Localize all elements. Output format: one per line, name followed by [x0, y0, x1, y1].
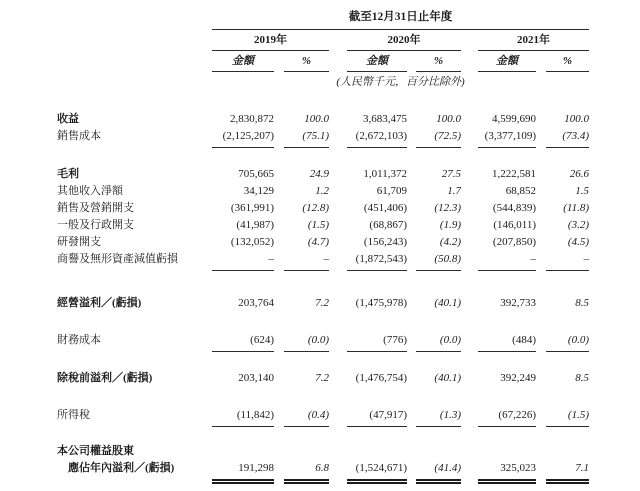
row-label: 銷售及營銷開支	[57, 202, 134, 214]
amount-cell: (1,872,543)	[347, 251, 407, 271]
percent-cell: (4.7)	[307, 236, 329, 248]
subheader-row	[212, 53, 640, 72]
percent-cell: (75.1)	[284, 128, 329, 148]
percent-cell: (1.5)	[546, 407, 589, 427]
table-row	[57, 111, 640, 128]
table-row	[57, 128, 640, 148]
percent-cell: 24.9	[309, 168, 329, 180]
percent-cell: 8.5	[575, 297, 589, 309]
percent-cell: 100.0	[304, 113, 329, 125]
row-label: 所得稅	[57, 409, 90, 421]
amount-cell: 61,709	[376, 185, 407, 197]
table-row	[57, 407, 640, 427]
amount-cell: 1,222,581	[492, 168, 536, 180]
column-header-amount: 金額	[478, 53, 536, 72]
amount-cell: 392,249	[500, 372, 536, 384]
amount-cell: 3,683,475	[363, 113, 407, 125]
percent-cell	[546, 443, 589, 460]
percent-cell: 1.2	[315, 185, 329, 197]
year-header-row	[212, 34, 640, 51]
amount-cell: (1,475,978)	[355, 297, 407, 309]
percent-cell: (0.0)	[546, 332, 589, 352]
row-label: 毛利	[57, 168, 79, 180]
percent-cell: (41.4)	[416, 460, 461, 484]
percent-cell: (50.8)	[416, 251, 461, 271]
percent-cell: (0.0)	[416, 332, 461, 352]
percent-cell: –	[546, 251, 589, 271]
percent-cell: 27.5	[441, 168, 461, 180]
table-row	[57, 332, 640, 352]
year-header: 2021年	[478, 34, 589, 51]
percent-cell: 7.2	[315, 372, 329, 384]
percent-cell: (12.8)	[302, 202, 329, 214]
percent-cell: 1.7	[447, 185, 461, 197]
amount-cell: (3,377,109)	[478, 128, 536, 148]
percent-cell: 100.0	[564, 113, 589, 125]
year-header: 2019年	[212, 34, 329, 51]
row-label: 本公司權益股東	[57, 445, 134, 457]
row-label: 一般及行政開支	[57, 219, 134, 231]
amount-cell: (361,991)	[230, 202, 274, 214]
table-row	[57, 370, 640, 387]
year-header: 2020年	[347, 34, 461, 51]
percent-cell: 7.2	[315, 297, 329, 309]
row-label: 研發開支	[57, 236, 101, 248]
percent-cell: 26.6	[569, 168, 589, 180]
amount-cell: (11,842)	[212, 407, 274, 427]
column-header-percent: %	[416, 53, 461, 72]
table-row	[57, 234, 640, 251]
row-label: 收益	[57, 113, 79, 125]
percent-cell: (3.2)	[567, 219, 589, 231]
percent-cell: (12.3)	[434, 202, 461, 214]
amount-cell: (544,839)	[492, 202, 536, 214]
column-header-amount: 金額	[212, 53, 274, 72]
table-row	[57, 443, 640, 460]
table-row	[57, 217, 640, 234]
percent-cell	[416, 443, 461, 460]
amount-cell: (41,987)	[236, 219, 274, 231]
table-row	[57, 251, 640, 271]
percent-cell: (40.1)	[434, 297, 461, 309]
amount-cell: 34,129	[243, 185, 274, 197]
percent-cell: 8.5	[575, 372, 589, 384]
amount-cell: –	[212, 251, 274, 271]
column-header-percent: %	[546, 53, 589, 72]
row-label: 除稅前溢利／(虧損)	[57, 372, 153, 384]
amount-cell: 2,830,872	[230, 113, 274, 125]
percent-cell: (40.1)	[434, 372, 461, 384]
table-row	[57, 200, 640, 217]
currency-unit-note: (人民幣千元，百分比除外)	[336, 76, 465, 88]
percent-cell: –	[284, 251, 329, 271]
row-label: 經營溢利／(虧損)	[57, 297, 142, 309]
amount-cell: 191,298	[212, 460, 274, 484]
amount-cell: (67,226)	[478, 407, 536, 427]
amount-cell: (132,052)	[230, 236, 274, 248]
amount-cell: (2,125,207)	[212, 128, 274, 148]
amount-cell: (451,406)	[363, 202, 407, 214]
table-row	[57, 295, 640, 312]
amount-cell: 203,140	[238, 372, 274, 384]
amount-cell: 325,023	[478, 460, 536, 484]
amount-cell: (1,524,671)	[347, 460, 407, 484]
table-row	[57, 183, 640, 200]
amount-cell: (146,011)	[493, 219, 536, 231]
amount-cell: (207,850)	[492, 236, 536, 248]
percent-cell: 1.5	[575, 185, 589, 197]
percent-cell: (11.8)	[563, 202, 589, 214]
percent-cell: (73.4)	[546, 128, 589, 148]
amount-cell: 705,665	[238, 168, 274, 180]
amount-cell: –	[478, 251, 536, 271]
row-label: 商譽及無形資產減值虧損	[57, 253, 178, 265]
percent-cell: (0.0)	[284, 332, 329, 352]
amount-cell: (776)	[347, 332, 407, 352]
percent-cell: (72.5)	[416, 128, 461, 148]
table-row	[57, 460, 640, 484]
amount-cell: (47,917)	[347, 407, 407, 427]
percent-cell: 100.0	[436, 113, 461, 125]
table-body	[57, 111, 640, 484]
percent-cell: (0.4)	[284, 407, 329, 427]
row-label: 應佔年內溢利／(虧損)	[68, 462, 175, 474]
table-row	[57, 166, 640, 183]
table-title: 截至12月31日止年度	[348, 11, 453, 23]
percent-cell: 7.1	[546, 460, 589, 484]
amount-cell: 4,599,690	[492, 113, 536, 125]
amount-cell: (624)	[212, 332, 274, 352]
amount-cell: 203,764	[238, 297, 274, 309]
amount-cell	[347, 443, 407, 460]
percent-cell	[284, 443, 329, 460]
amount-cell: 392,733	[500, 297, 536, 309]
percent-cell: (4.5)	[567, 236, 589, 248]
column-header-percent: %	[284, 53, 329, 72]
percent-cell: (1.3)	[416, 407, 461, 427]
amount-cell	[212, 443, 274, 460]
row-label: 其他收入淨額	[57, 185, 123, 197]
row-label: 銷售成本	[57, 130, 101, 142]
amount-cell	[478, 443, 536, 460]
column-header-amount: 金額	[347, 53, 407, 72]
amount-cell: 1,011,372	[363, 168, 407, 180]
percent-cell: (4.2)	[439, 236, 461, 248]
header-top-rule	[212, 29, 589, 30]
percent-cell: 6.8	[284, 460, 329, 484]
amount-cell: (68,867)	[369, 219, 407, 231]
amount-cell: (156,243)	[363, 236, 407, 248]
row-label: 財務成本	[57, 334, 101, 346]
amount-cell: 68,852	[505, 185, 536, 197]
amount-cell: (484)	[478, 332, 536, 352]
amount-cell: (2,672,103)	[347, 128, 407, 148]
amount-cell: (1,476,754)	[355, 372, 407, 384]
percent-cell: (1.5)	[307, 219, 329, 231]
percent-cell: (1.9)	[439, 219, 461, 231]
